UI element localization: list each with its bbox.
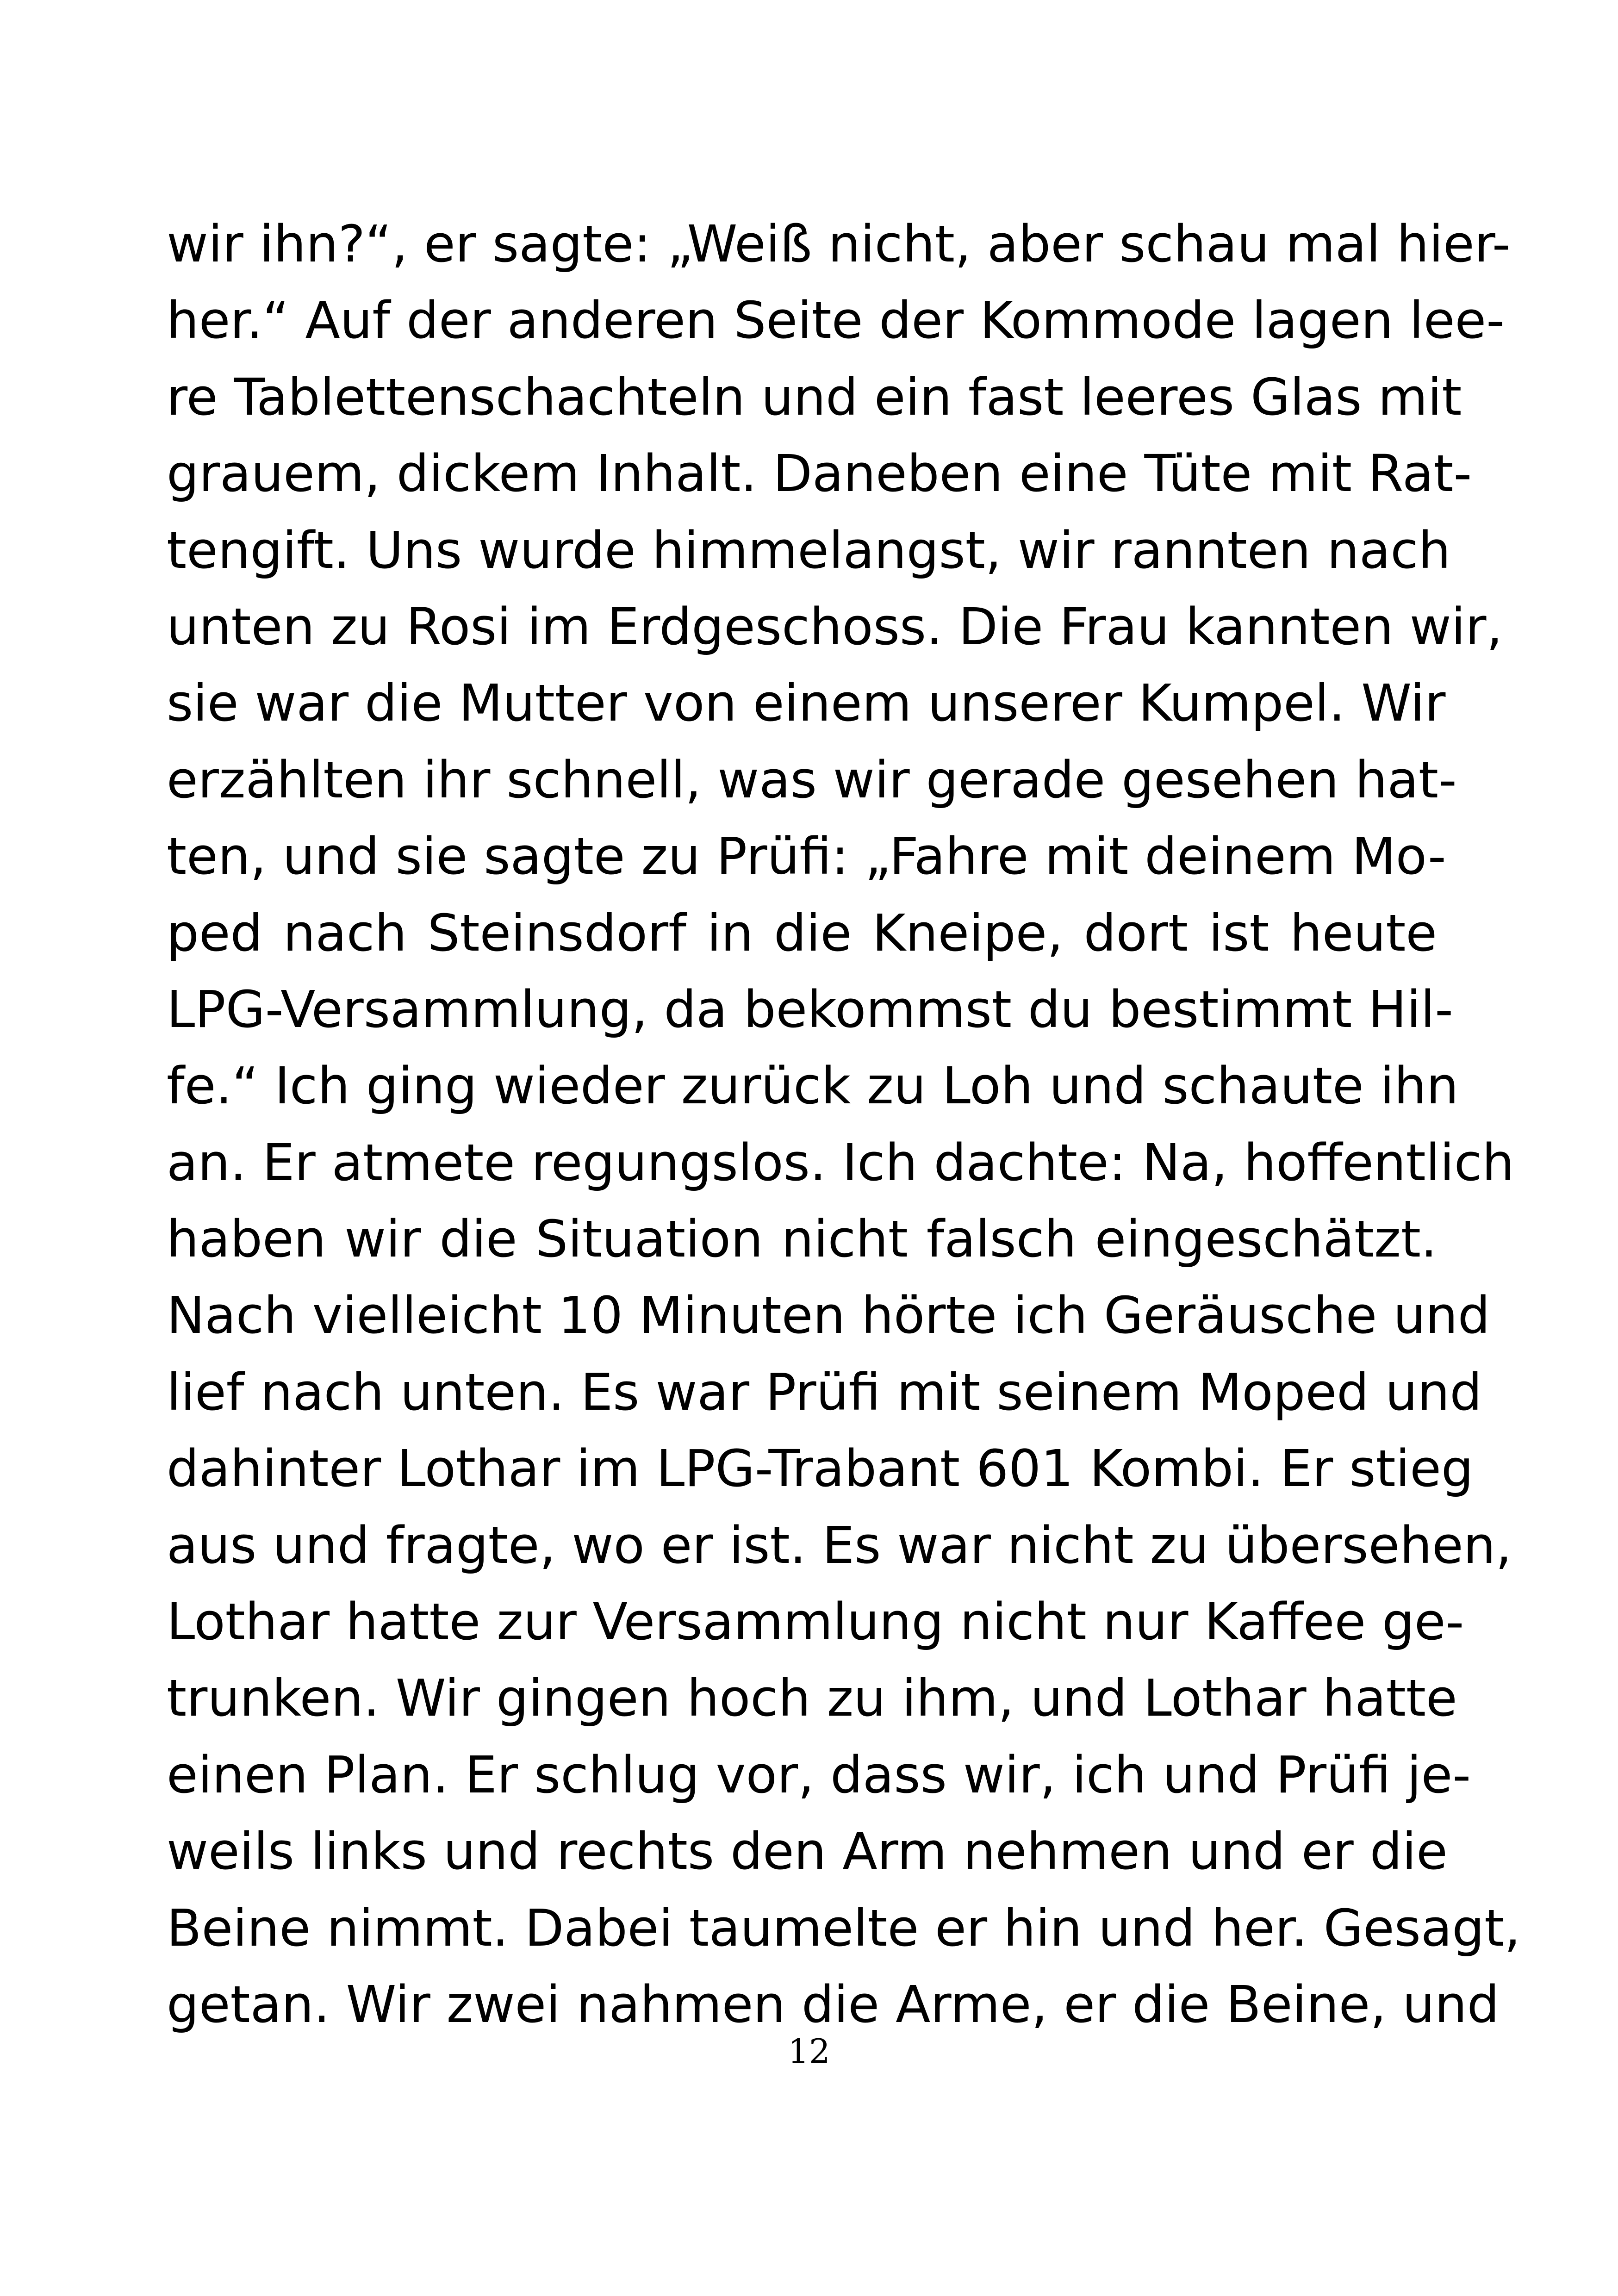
page-number: 12 xyxy=(788,2032,830,2071)
text-line-12: fe.“ Ich ging wieder zurück zu Loh und schaute ihn xyxy=(167,1056,1459,1116)
text-line-4: grauem, dickem Inhalt. Daneben eine Tüte mit Rat- xyxy=(167,444,1472,504)
text-line-8: erzählten ihr schnell, was wir gerade gesehen hat- xyxy=(167,750,1457,809)
text-line-13: an. Er atmete regungslos. Ich dachte: Na, hoffentlich xyxy=(167,1132,1514,1192)
text-line-10: ped nach Steinsdorf in die Kneipe, dort ist heute xyxy=(167,903,1437,963)
text-line-17: dahinter Lothar im LPG-Trabant 601 Kombi. Er stieg xyxy=(167,1439,1474,1499)
text-line-22: weils links und rechts den Arm nehmen und er die xyxy=(167,1822,1448,1881)
text-line-2: her.“ Auf der anderen Seite der Kommode lagen lee- xyxy=(167,291,1505,350)
text-line-15: Nach vielleicht 10 Minuten hörte ich Geräusche und xyxy=(167,1286,1490,1345)
text-line-18: aus und fragte, wo er ist. Es war nicht zu übersehen, xyxy=(167,1515,1512,1575)
text-line-24: getan. Wir zwei nahmen die Arme, er die Beine, und xyxy=(167,1974,1500,2034)
text-line-5: tengift. Uns wurde himmelangst, wir rannten nach xyxy=(167,520,1451,580)
text-line-16: lief nach unten. Es war Prüfi mit seinem Moped und xyxy=(167,1362,1482,1422)
text-line-14: haben wir die Situation nicht falsch eingeschätzt. xyxy=(167,1209,1437,1269)
text-line-1: wir ihn?“, er sagte: „Weiß nicht, aber schau mal hier- xyxy=(167,214,1511,274)
text-line-6: unten zu Rosi im Erdgeschoss. Die Frau kannten wir, xyxy=(167,597,1503,656)
text-line-23: Beine nimmt. Dabei taumelte er hin und her. Gesagt, xyxy=(167,1898,1521,1958)
text-line-11: LPG-Versammlung, da bekommst du bestimmt Hil- xyxy=(167,979,1453,1039)
body-text xyxy=(167,206,1521,2043)
text-line-20: trunken. Wir gingen hoch zu ihm, und Lothar hatte xyxy=(167,1668,1457,1728)
text-line-21: einen Plan. Er schlug vor, dass wir, ich und Prüfi je- xyxy=(167,1745,1471,1804)
text-line-7: sie war die Mutter von einem unserer Kumpel. Wir xyxy=(167,673,1446,733)
text-line-9: ten, und sie sagte zu Prüfi: „Fahre mit deinem Mo- xyxy=(167,827,1446,886)
text-line-19: Lothar hatte zur Versammlung nicht nur Kaffee ge- xyxy=(167,1592,1464,1652)
text-line-3: re Tablettenschachteln und ein fast leeres Glas mit xyxy=(167,367,1462,427)
